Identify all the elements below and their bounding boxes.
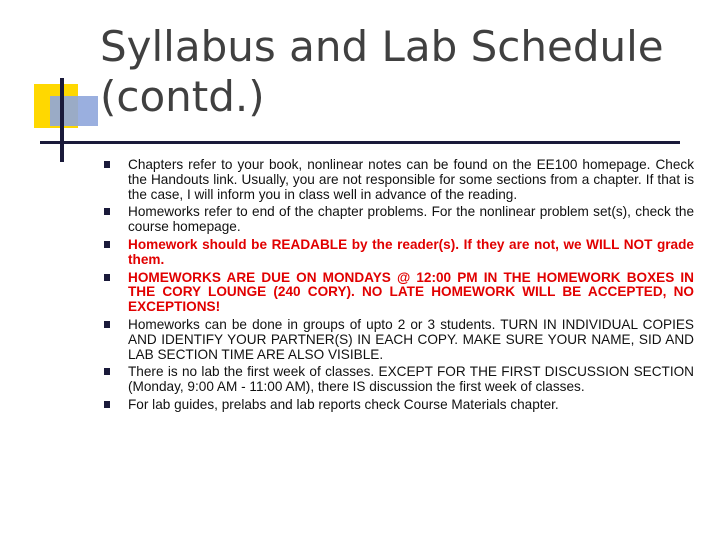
bullet-text: Chapters refer to your book, nonlinear notes can be found on the EE100 homepage. Check the Handouts link. Usually, you are not responsible for some sections from a chapter. If that is the case, I will inform you in class well in advance of the reading. <box>128 157 694 202</box>
bullet-square-icon <box>104 401 110 408</box>
bullet-text: For lab guides, prelabs and lab reports check Course Materials chapter. <box>128 396 559 412</box>
bullet-item <box>104 398 694 413</box>
bullet-text: Homeworks refer to end of the chapter problems. For the nonlinear problem set(s), check the course homepage. <box>128 204 694 235</box>
slide-title <box>100 22 664 122</box>
title-divider-line <box>40 141 680 144</box>
bullet-item <box>104 238 694 268</box>
bullet-text: Homeworks can be done in groups of upto 2 or 3 students. TURN IN INDIVIDUAL COPIES AND IDENTIFY YOUR PARTNER(S) IN EACH COPY. MAKE SURE YOUR NAME, SID AND LAB SECTION TIME ARE ALSO VISIBLE. <box>128 316 694 362</box>
bullet-square-icon <box>104 161 110 168</box>
decorative-vertical-line <box>60 78 64 162</box>
bullet-item <box>104 271 694 315</box>
bullet-square-icon <box>104 368 110 375</box>
bullet-item <box>104 205 694 235</box>
bullet-list <box>104 158 694 416</box>
bullet-square-icon <box>104 274 110 281</box>
bullet-square-icon <box>104 241 110 248</box>
bullet-text: HOMEWORKS ARE DUE ON MONDAYS @ 12:00 PM IN THE HOMEWORK BOXES IN THE CORY LOUNGE (240 CORY). NO LATE HOMEWORK WILL BE ACCEPTED, NO EXCEPTIONS! <box>128 269 694 315</box>
decorative-blue-square <box>50 96 98 126</box>
bullet-square-icon <box>104 208 110 215</box>
bullet-square-icon <box>104 321 110 328</box>
bullet-item <box>104 365 694 395</box>
bullet-item <box>104 318 694 362</box>
slide-title-line-2: (contd.) <box>100 72 265 121</box>
bullet-text: There is no lab the first week of classes. EXCEPT FOR THE FIRST DISCUSSION SECTION (Monday, 9:00 AM - 11:00 AM), there IS discussion the first week of classes. <box>128 364 694 395</box>
slide-title-line-1: Syllabus and Lab Schedule <box>100 22 664 71</box>
bullet-item <box>104 158 694 202</box>
bullet-text: Homework should be READABLE by the reader(s). If they are not, we WILL NOT grade them. <box>128 236 694 267</box>
